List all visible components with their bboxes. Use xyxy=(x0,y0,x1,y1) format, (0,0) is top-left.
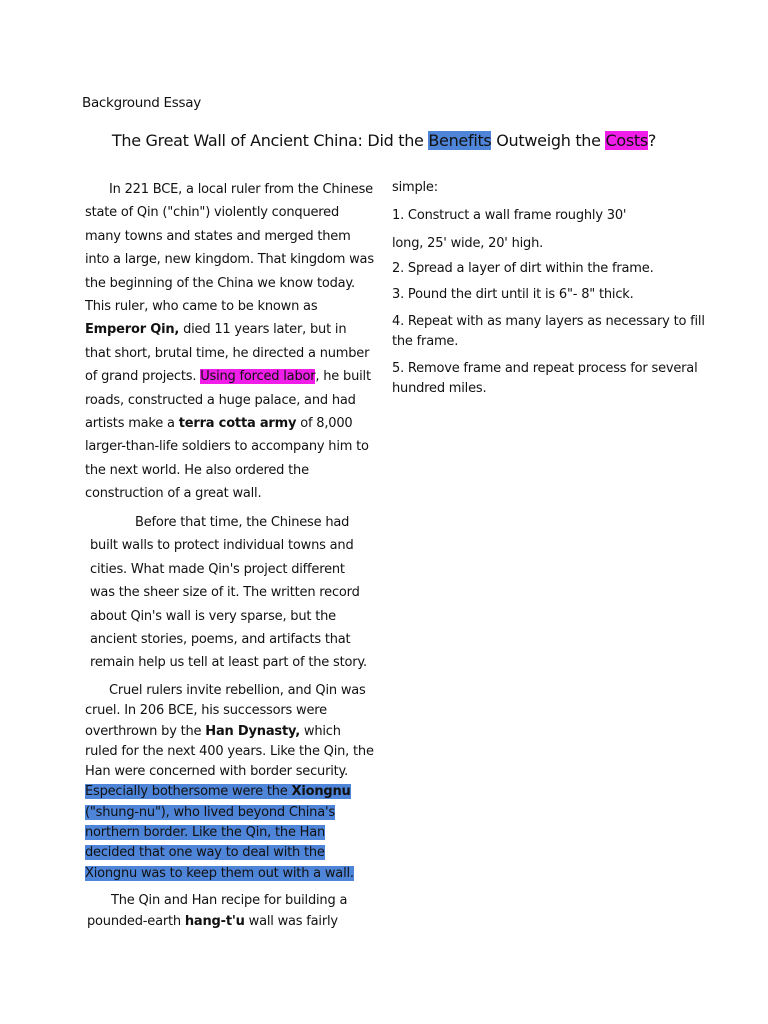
p1-text-4: of 8,000 larger-than-life soldiers to accompany him to the next world. He also ordered the construction of a great wall. xyxy=(85,416,369,502)
step-1b: long, 25' wide, 20' high. xyxy=(392,236,544,251)
step-5: 5. Remove frame and repeat process for several hundred miles. xyxy=(392,361,698,396)
p3-highlight-1: Especially bothersome were the xyxy=(85,784,292,800)
title-text-3: ? xyxy=(647,131,657,150)
right-column xyxy=(392,178,712,399)
p1-highlight-forced-labor: Using forced labor xyxy=(200,369,316,385)
paragraph-1 xyxy=(85,178,375,506)
p1-text-2: died 11 years later, but in that short, brutal time, he directed a number of grand projects. xyxy=(85,322,370,385)
step-3: 3. Pound the dirt until it is 6"- 8" thick. xyxy=(392,287,634,302)
section-label: Background Essay xyxy=(82,95,201,111)
p3-highlight-2: ("shung-nu"), who lived beyond China's northern border. Like the Qin, the Han decided that one way to deal with the Xiongnu was to keep them out with a wall. xyxy=(85,804,354,881)
title-highlight-benefits: Benefits xyxy=(428,131,492,150)
right-simple: simple: xyxy=(392,180,438,195)
paragraph-2 xyxy=(90,511,372,675)
paragraph-4 xyxy=(87,890,377,932)
step-4: 4. Repeat with as many layers as necessary to fill the frame. xyxy=(392,314,705,349)
p3-bold-han-dynasty: Han Dynasty, xyxy=(205,723,300,739)
p3-text-1: Cruel rulers invite rebellion, and Qin was cruel. In 206 BCE, his successors were overthrown by the xyxy=(85,683,366,739)
title-text-1: The Great Wall of Ancient China: Did the xyxy=(111,131,429,150)
p4-bold-hang-tu: hang-t'u xyxy=(184,914,245,929)
title-text-2: Outweigh the xyxy=(491,131,606,150)
p4-text-2: wall was fairly xyxy=(244,914,338,929)
paragraph-3 xyxy=(85,681,375,884)
p3-highlight-xiongnu: Xiongnu xyxy=(291,784,351,800)
p3-text-2: which ruled for the next 400 years. Like the Qin, the Han were concerned with border security. xyxy=(85,723,374,780)
p1-bold-emperor-qin: Emperor Qin, xyxy=(85,322,180,338)
page-title xyxy=(0,131,768,150)
step-1a: 1. Construct a wall frame roughly 30' xyxy=(392,208,627,223)
p1-text-3: , he built roads, constructed a huge palace, and had artists make a xyxy=(85,369,371,432)
title-highlight-costs: Costs xyxy=(605,131,648,150)
p1-bold-terra-cotta: terra cotta army xyxy=(178,416,297,432)
p4-text-1: The Qin and Han recipe for building a pounded-earth xyxy=(87,893,348,929)
p1-text-1: In 221 BCE, a local ruler from the Chinese state of Qin ("chin") violently conquered many towns and states and merged them into a large, new kingdom. That kingdom was the beginning of the China we know today. This ruler, who came to be known as xyxy=(85,182,374,315)
step-2: 2. Spread a layer of dirt within the frame. xyxy=(392,261,654,276)
p2-text: Before that time, the Chinese had built walls to protect individual towns and cities. What made Qin's project different was the sheer size of it. The written record about Qin's wall is very sparse, but the ancient stories, poems, and artifacts that remain help us tell at least part of the story. xyxy=(90,515,367,671)
